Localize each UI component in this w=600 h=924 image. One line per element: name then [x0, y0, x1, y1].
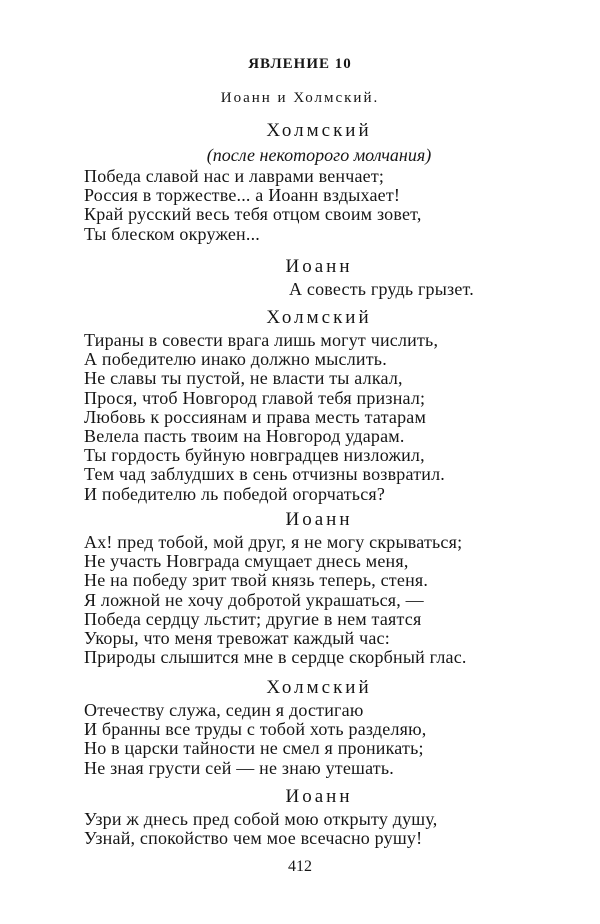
verse-line: Укоры, что меня тревожат каждый час: [84, 628, 390, 649]
verse-line: Не зная грусти сей — не знаю утешать. [84, 757, 394, 778]
speech-block [84, 256, 554, 299]
speaker-name: Холмский [266, 120, 372, 141]
speech-block [84, 677, 554, 778]
verse-line: А совесть грудь грызет. [289, 279, 474, 299]
verse-line: Не на победу зрит твой князь теперь, стеня. [84, 570, 429, 591]
verse-line: Ты блеском окружен... [84, 223, 260, 244]
stage-direction: (после некоторого молчания) [206, 145, 432, 165]
speech-block [84, 307, 554, 504]
page-number: 412 [288, 858, 312, 875]
speaker-name: Иоанн [285, 256, 353, 277]
speaker-name: Иоанн [285, 509, 353, 530]
verse-line: Узнай, спокойство чем мое всечасно рушу! [84, 828, 423, 849]
verse-line: Отечеству служа, седин я достигаю [84, 700, 364, 720]
speaker-name: Иоанн [285, 786, 353, 807]
scene-title: ЯВЛЕНИЕ 10 [248, 56, 352, 72]
verse-line: Я ложной не хочу добротой украшаться, — [84, 589, 424, 610]
verse-line: Край русский весь тебя отцом своим зовет, [84, 204, 422, 225]
verse-line: Но в царски тайности не смел я проникать; [84, 738, 424, 759]
verse-line: Ты гордость буйную новградцев низложил, [84, 445, 425, 466]
verse-line: Победа сердцу льстит; другие в нем таятся [84, 608, 422, 629]
verse-line: И бранны все труды с тобой хоть разделяю, [84, 719, 427, 740]
verse-line: И победителю ль победой огорчаться? [84, 483, 386, 504]
verse-line: Прося, чтоб Новгород главой тебя признал; [84, 387, 426, 408]
speaker-name: Холмский [266, 307, 372, 328]
speaker-name: Холмский [266, 677, 372, 698]
verse-line: Узри ж днесь пред собой мою открыту душу, [84, 809, 438, 829]
verse-line: Тираны в совести врага лишь могут числить, [84, 330, 439, 350]
verse-line: Ах! пред тобой, мой друг, я не могу скрываться; [84, 532, 463, 552]
verse-line: Не славы ты пустой, не власти ты алкал, [84, 368, 403, 389]
verse-line: Не участь Новграда смущает днесь меня, [84, 551, 409, 572]
verse-line: Тем чад заблудших в сень отчизны возвратил. [84, 464, 445, 485]
speech-block [84, 786, 554, 848]
verse-line: Победа славой нас и лаврами венчает; [84, 166, 385, 186]
verse-line: Природы слышится мне в сердце скорбный глас. [84, 647, 467, 668]
verse-line: Любовь к россиянам и права месть татарам [84, 406, 427, 427]
verse-line: А победителю инако должно мыслить. [84, 349, 387, 370]
scene-characters: Иоанн и Холмский. [220, 90, 380, 106]
speech-block [84, 509, 554, 667]
verse-line: Велела пасть твоим на Новгород ударам. [84, 426, 405, 447]
speech-block [84, 120, 554, 244]
verse-line: Россия в торжестве... а Иоанн вздыхает! [84, 185, 401, 206]
